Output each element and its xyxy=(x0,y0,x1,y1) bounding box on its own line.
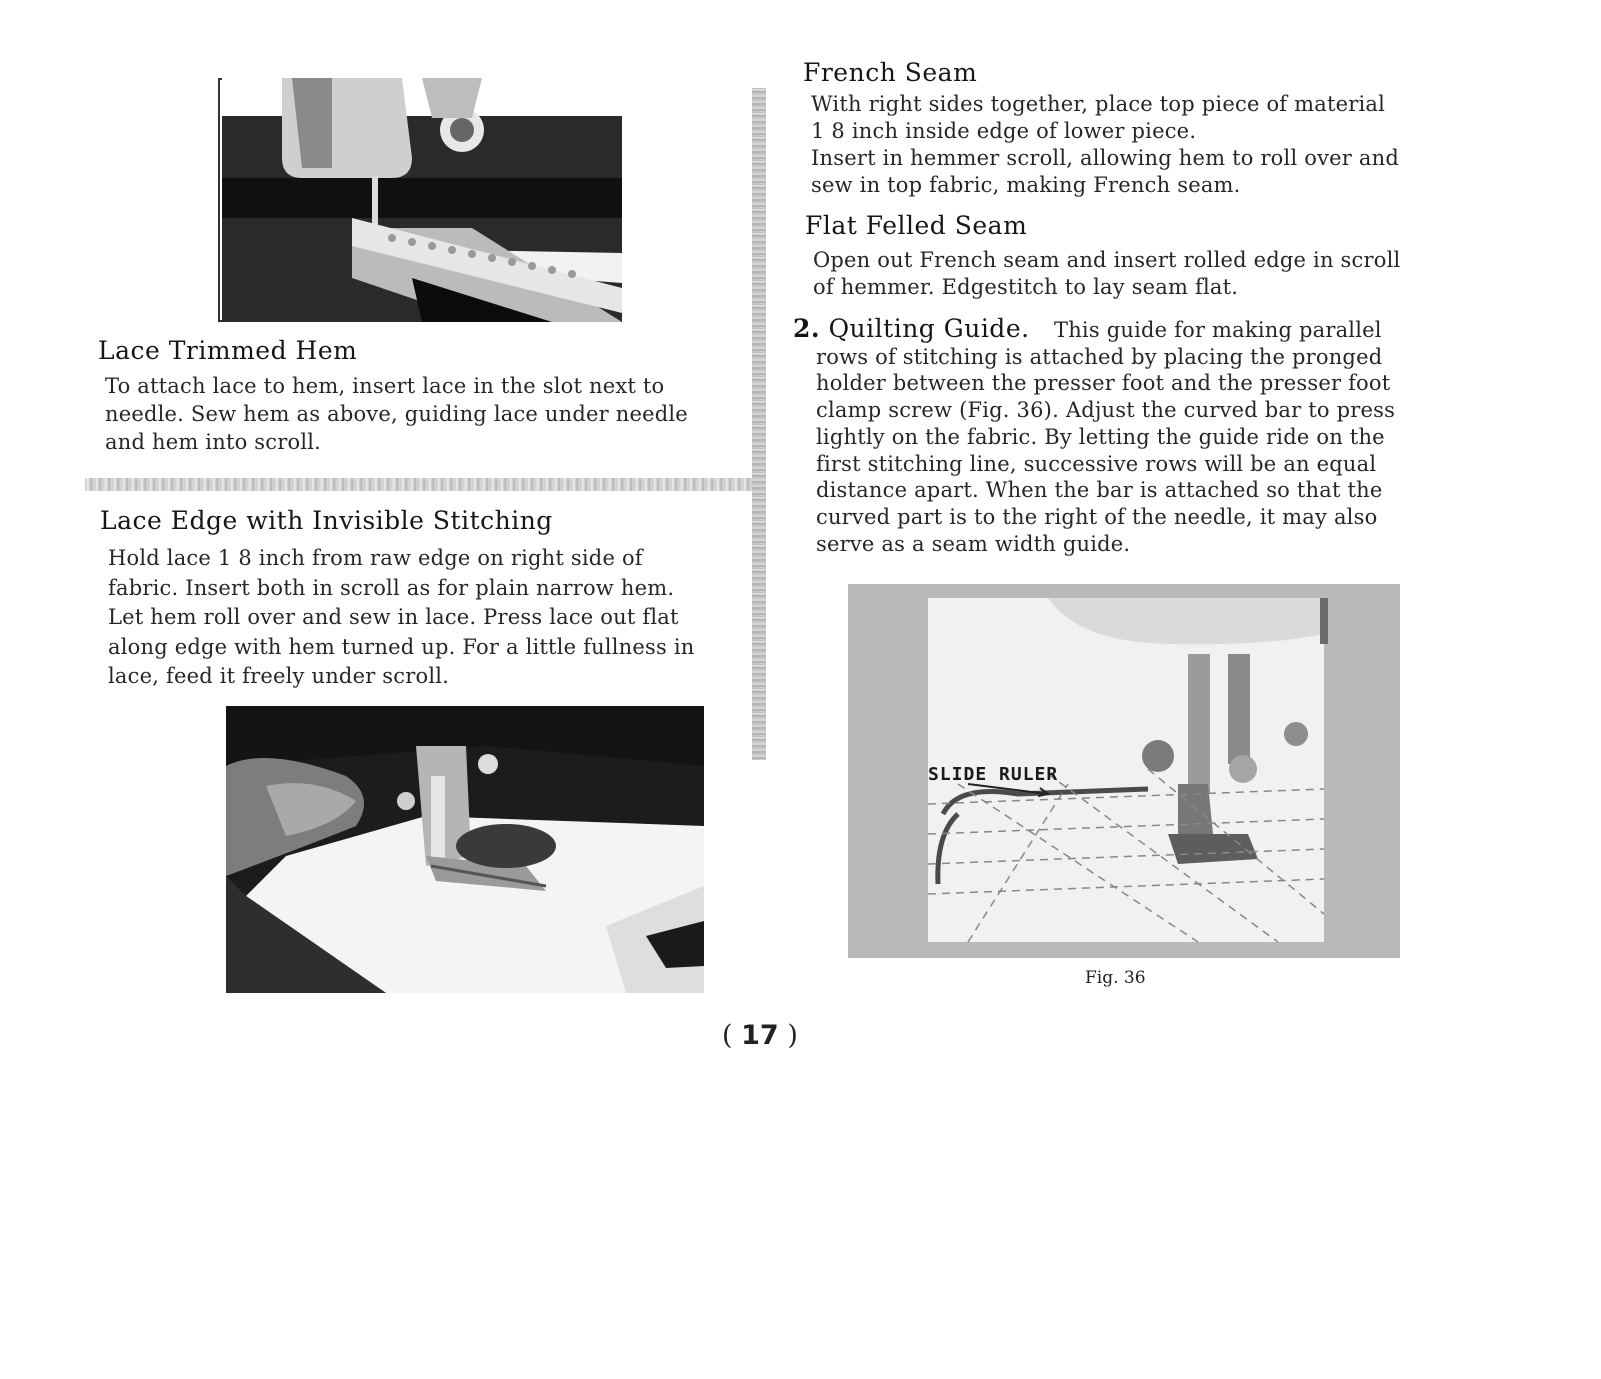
flat-felled-seam-heading: Flat Felled Seam xyxy=(805,211,1028,240)
lace-edge-photo xyxy=(226,706,704,993)
lace-hem-photo xyxy=(222,78,632,322)
lace-edge-heading: Lace Edge with Invisible Stitching xyxy=(100,506,553,535)
french-seam-text xyxy=(811,91,1405,199)
column-divider xyxy=(752,88,766,760)
french-seam-heading: French Seam xyxy=(803,58,978,87)
lace-edge-text: Hold lace 1 8 inch from raw edge on right side of fabric. Insert both in scroll as for plain narrow hem. Let hem roll over and sew in lace. Press lace out flat along edge with hem turned up. For a little fullness in lace, feed it freely under scroll. xyxy=(108,546,695,688)
page-number-open: ( xyxy=(722,1020,733,1051)
quilting-guide-text: This guide for making parallel rows of stitching is attached by placing the pronged holder between the presser foot and the presser foot clamp screw (Fig. 36). Adjust the curved bar to press lightly on the fabric. By letting the guide ride on the first stitching line, successive rows will be an equal distance apart. When the bar is attached so that the curved part is to the right of the needle, it may also serve as a seam width guide. xyxy=(816,318,1396,556)
page-number-close: ) xyxy=(787,1020,798,1051)
quilting-guide-photo xyxy=(848,584,1400,958)
page-number-value: 17 xyxy=(741,1020,779,1051)
french-seam-line-2: Insert in hemmer scroll, allowing hem to roll over and sew in top fabric, making French seam. xyxy=(811,146,1399,197)
flat-felled-seam-text: Open out French seam and insert rolled edge in scroll of hemmer. Edgestitch to lay seam flat. xyxy=(813,248,1401,299)
slide-ruler-label: SLIDE RULER xyxy=(928,764,1059,785)
quilting-guide-title: Quilting Guide. xyxy=(828,314,1030,343)
lace-trimmed-hem-heading: Lace Trimmed Hem xyxy=(98,336,358,365)
photo-frame-bracket xyxy=(218,78,220,322)
lace-trimmed-hem-text: To attach lace to hem, insert lace in the slot next to needle. Sew hem as above, guiding lace under needle and hem into scroll. xyxy=(105,374,688,454)
french-seam-line-1: With right sides together, place top piece of material 1 8 inch inside edge of lower piece. xyxy=(811,92,1386,143)
section-divider xyxy=(85,478,755,491)
page-number xyxy=(722,1020,798,1051)
figure-caption: Fig. 36 xyxy=(1085,968,1146,988)
quilting-guide-number: 2. xyxy=(793,314,821,343)
